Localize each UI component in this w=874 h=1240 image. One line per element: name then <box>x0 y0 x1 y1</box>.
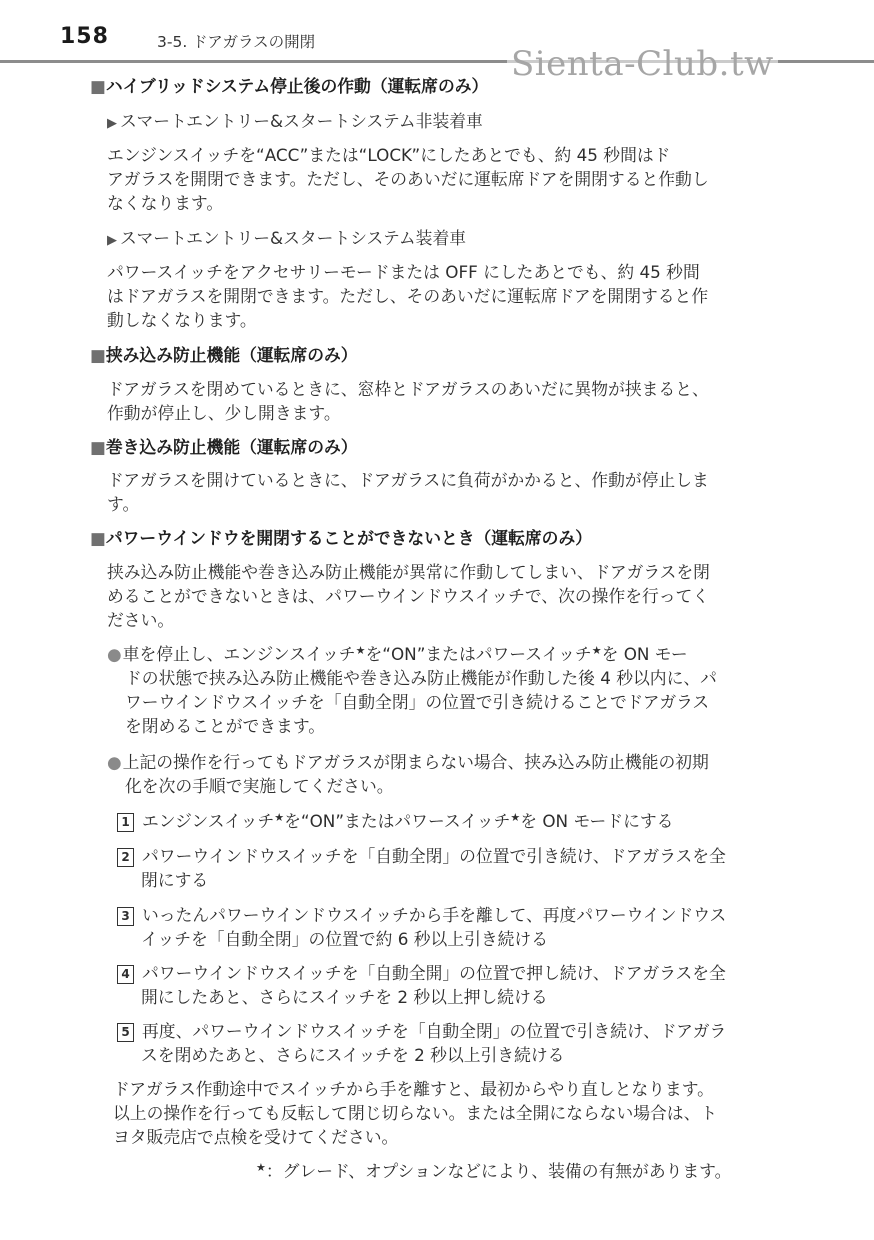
step-3 <box>117 902 726 926</box>
step-number: 4 <box>117 965 134 984</box>
heading-text: 挟み込み防止機能（運転席のみ） <box>105 345 358 365</box>
star-icon: ★ <box>355 644 366 657</box>
step-number: 5 <box>117 1023 134 1042</box>
heading-catch-protection <box>90 434 358 458</box>
bullet-text: を ON モー <box>601 644 688 664</box>
footnote-text: ：グレード、オプションなどにより、装備の有無があります。 <box>265 1161 732 1181</box>
star-icon: ★ <box>256 1161 266 1174</box>
paragraph-line: 作動が停止し、少し開きます。 <box>107 403 341 423</box>
step-2 <box>117 843 726 867</box>
bullet-dot-icon: ● <box>107 644 122 664</box>
paragraph-line: アガラスを開閉できます。ただし、そのあいだに運転席ドアを開閉すると作動し <box>107 169 709 189</box>
step-4 <box>117 960 726 984</box>
step-text: を“ON”またはパワースイッチ <box>284 811 511 831</box>
paragraph-line: ドアガラスを開けているときに、ドアガラスに負荷がかかると、作動が停止しま <box>107 470 709 490</box>
subheading-non-smart <box>107 108 483 132</box>
heading-hybrid-stop <box>90 73 488 97</box>
subheading-text: スマートエントリー&スタートシステム非装着車 <box>120 111 483 131</box>
step-line: スを閉めたあと、さらにスイッチを 2 秒以上引き続ける <box>141 1045 565 1065</box>
bullet-item-initialize <box>107 749 709 773</box>
paragraph-line: 以上の操作を行っても反転して閉じ切らない。または全開にならない場合は、ト <box>113 1103 718 1123</box>
square-bullet-icon: ■ <box>90 528 106 548</box>
section-title: 3-5. ドアガラスの開閉 <box>157 33 316 51</box>
paragraph-line: ドアガラスを閉めているときに、窓枠とドアガラスのあいだに異物が挟まると、 <box>107 379 709 399</box>
step-text: いったんパワーウインドウスイッチから手を離して、再度パワーウインドウス <box>142 905 727 925</box>
step-text: エンジンスイッチ <box>142 811 275 831</box>
heading-cannot-operate <box>90 525 592 549</box>
subheading-smart <box>107 225 466 249</box>
star-icon: ★ <box>274 811 285 824</box>
bullet-line: ドの状態で挟み込み防止機能や巻き込み防止機能が作動した後 4 秒以内に、パ <box>125 668 717 688</box>
paragraph-line: す。 <box>107 494 140 514</box>
step-1 <box>117 808 673 832</box>
paragraph-line: はドアガラスを開閉できます。ただし、そのあいだに運転席ドアを開閉すると作 <box>107 286 709 306</box>
square-bullet-icon: ■ <box>90 345 106 365</box>
paragraph-line: ださい。 <box>107 610 175 630</box>
bullet-text: 車を停止し、エンジンスイッチ <box>122 644 356 664</box>
paragraph-line: エンジンスイッチを“ACC”または“LOCK”にしたあとでも、約 45 秒間はド <box>107 145 671 165</box>
paragraph-line: なくなります。 <box>107 193 224 213</box>
bullet-dot-icon: ● <box>107 752 122 772</box>
paragraph-line: ヨタ販売店で点検を受けてください。 <box>113 1127 399 1147</box>
bullet-line: ワーウインドウスイッチを「自動全閉」の位置で引き続けることでドアガラス <box>125 692 710 712</box>
step-number: 1 <box>117 813 134 832</box>
triangle-icon: ▶ <box>107 233 117 248</box>
bullet-line: を閉めることができます。 <box>125 716 326 736</box>
triangle-icon: ▶ <box>107 116 117 131</box>
step-line: 閉にする <box>141 870 209 890</box>
star-icon: ★ <box>591 644 602 657</box>
bullet-line: 化を次の手順で実施してください。 <box>125 776 394 796</box>
square-bullet-icon: ■ <box>90 437 106 457</box>
bullet-item-reset <box>107 641 688 665</box>
square-bullet-icon: ■ <box>90 76 106 96</box>
bullet-text: 上記の操作を行ってもドアガラスが閉まらない場合、挟み込み防止機能の初期 <box>122 752 709 772</box>
paragraph-line: 動しなくなります。 <box>107 310 257 330</box>
step-number: 3 <box>117 907 134 926</box>
paragraph-line: 挟み込み防止機能や巻き込み防止機能が異常に作動してしまい、ドアガラスを閉 <box>107 562 710 582</box>
step-5 <box>117 1018 726 1042</box>
heading-pinch-protection <box>90 342 358 366</box>
heading-text: パワーウインドウを開閉することができないとき（運転席のみ） <box>105 528 593 548</box>
heading-text: 巻き込み防止機能（運転席のみ） <box>105 437 358 457</box>
paragraph-line: パワースイッチをアクセサリーモードまたは OFF にしたあとでも、約 45 秒間 <box>107 262 700 282</box>
heading-text: ハイブリッドシステム停止後の作動（運転席のみ） <box>105 76 489 96</box>
watermark: Sienta-Club.tw <box>507 46 778 83</box>
paragraph-line: ドアガラス作動途中でスイッチから手を離すと、最初からやり直しとなります。 <box>113 1079 714 1099</box>
paragraph-line: めることができないときは、パワーウインドウスイッチで、次の操作を行ってく <box>107 586 710 606</box>
step-text: 再度、パワーウインドウスイッチを「自動全閉」の位置で引き続け、ドアガラ <box>142 1021 727 1041</box>
step-text: パワーウインドウスイッチを「自動全開」の位置で押し続け、ドアガラスを全 <box>142 963 726 983</box>
bullet-text: を“ON”またはパワースイッチ <box>365 644 592 664</box>
step-text: パワーウインドウスイッチを「自動全閉」の位置で引き続け、ドアガラスを全 <box>142 846 726 866</box>
footnote <box>256 1158 731 1182</box>
step-line: 開にしたあと、さらにスイッチを 2 秒以上押し続ける <box>141 987 548 1007</box>
step-number: 2 <box>117 848 134 867</box>
star-icon: ★ <box>510 811 521 824</box>
subheading-text: スマートエントリー&スタートシステム装着車 <box>120 228 467 248</box>
step-line: イッチを「自動全閉」の位置で約 6 秒以上引き続ける <box>141 929 548 949</box>
page-number: 158 <box>60 24 109 49</box>
step-text: を ON モードにする <box>520 811 674 831</box>
